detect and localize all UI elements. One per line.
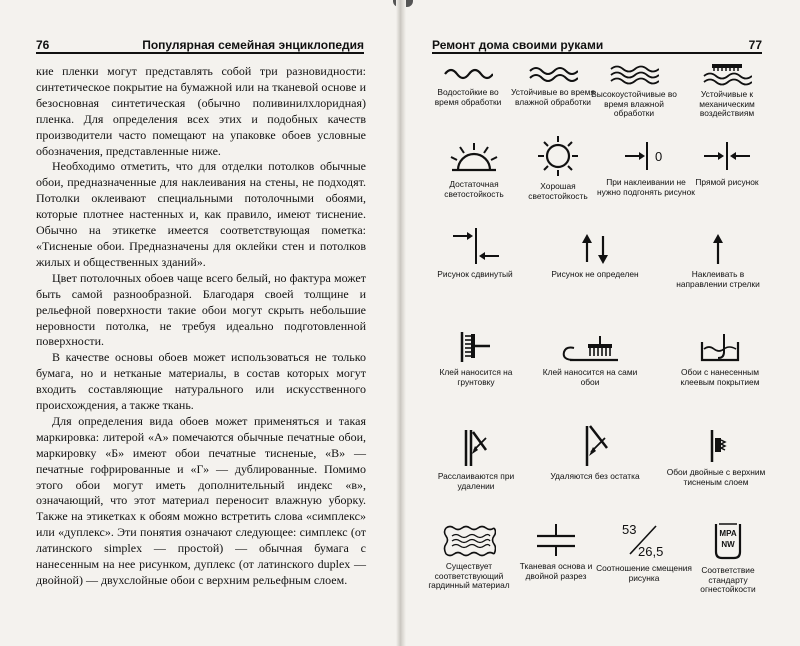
up-arrow-icon <box>703 232 733 266</box>
symbol-caption: Высокоустойчивые во время влажной обработки <box>591 89 677 119</box>
left-page-body <box>36 64 366 589</box>
half-sun-icon <box>448 140 500 176</box>
symbol-caption: Хорошая светостойкость <box>528 181 588 201</box>
up-down-arrows-icon <box>575 232 615 266</box>
symbol-caption: Рисунок не определен <box>551 269 639 279</box>
symbol-fire-standard <box>682 520 774 595</box>
triple-wave-icon <box>609 64 659 86</box>
symbol-caption: Обои с нанесенным клеевым покрытием <box>680 367 760 387</box>
paragraph: Для определения вида обоев может применяться и такая маркировка: литерой «А» помечаются обычные печатные обои, маркировку «Б» имеют обои печатные тисненые, «В» — печатные гофрированные и «Г» — дублированные. Помимо этого обои могут иметь дополнительный индекс «в», означающий, что этот материал переносит влажную уборку. Также на этикетках к обоям можно встретить слова «симплекс» или «дуплекс». Эти понятия означают следующее: симплекс (от латинского simplex — простой) — обычная бумага с нанесенным на нее рисунком, дуплекс (от латинского duplex — двойной) — двухслойные обои с верхним рельефным слоем. <box>36 413 366 587</box>
right-page <box>400 0 800 646</box>
symbol-offset-pattern <box>430 226 520 280</box>
page-number: 76 <box>36 38 50 52</box>
symbol-fabric-base <box>512 522 600 581</box>
symbol-caption: Устойчивые к механическим воздействиям <box>699 89 755 119</box>
symbol-caption: Соответствие стандарту огнестойкости <box>700 565 756 595</box>
symbol-removable <box>550 424 640 482</box>
peel-layer-icon <box>456 428 496 468</box>
symbol-caption: Наклеивать в направлении стрелки <box>676 269 760 289</box>
ratio-top: 53 <box>622 522 637 537</box>
ratio-bottom: 26,5 <box>638 544 664 559</box>
right-page-header <box>432 36 762 54</box>
symbol-highly-wet-resistant <box>586 64 682 119</box>
running-head: Популярная семейная энциклопедия <box>142 38 364 52</box>
symbol-glue-on-wallpaper <box>538 332 642 387</box>
symbol-water-resistant <box>428 64 508 107</box>
symbol-undefined-pattern <box>550 232 640 280</box>
symbol-caption: Обои двойные с верхним тисненым слоем <box>666 467 766 487</box>
duplex-layer-icon <box>696 428 736 464</box>
double-cut-icon <box>531 522 581 558</box>
double-wave-icon <box>528 64 578 84</box>
fire-badge-bottom: NW <box>721 540 735 549</box>
symbol-glue-on-primer <box>434 330 518 387</box>
paragraph: В качестве основы обоев может использоваться не только бумага, но и нетканые материалы, в состав которых могут входить составляющие натурального или искусственного происхождения, а также ткань. <box>36 350 366 413</box>
wave-icon <box>443 64 493 84</box>
paragraph: Необходимо отметить, что для отделки потолков обычные обои, предназначенные для наклеивания на стены, не подходят. Потолки оклеивают специальными потолочными обоями, которые плотнее настенных и, как правило, имеют тиснение. Обычно на этикетке имеется соответствующая пометка: «Тисненые обои. Предназначены для оклейки стен и потолков жилых и общественных зданий». <box>36 159 366 269</box>
symbol-mechanical-resistant <box>684 64 770 119</box>
water-bath-icon <box>698 332 742 364</box>
symbol-caption: Устойчивые во время влажной обработки <box>511 87 595 107</box>
symbol-caption: Достаточная светостойкость <box>444 179 504 199</box>
fabric-scallop-icon <box>442 524 496 558</box>
symbol-caption: Соотношение смещения рисунка <box>596 563 692 583</box>
symbol-sufficient-lightfast <box>430 140 518 199</box>
free-match-icon <box>621 138 671 174</box>
symbol-caption: Расслаиваются при удалении <box>437 471 515 491</box>
symbol-caption: При наклеивании не нужно подгонять рисунок <box>597 177 695 197</box>
straight-match-icon <box>702 138 752 174</box>
symbol-good-lightfast <box>512 134 604 201</box>
symbol-delaminate <box>432 428 520 491</box>
symbol-straight-pattern <box>686 138 768 188</box>
running-head: Ремонт дома своими руками <box>432 38 604 52</box>
symbol-wet-resistant <box>508 64 598 107</box>
symbol-caption: Прямой рисунок <box>695 177 759 187</box>
symbol-curtain-material <box>422 524 516 591</box>
symbol-offset-ratio <box>594 520 694 583</box>
paragraph: Цвет потолочных обоев чаще всего белый, но фактура может быть самой разнообразной. Благодаря своей толщине и рельефной поверхности такие обои могут скрыть небольшие неровности потолка, не требуя идеально подготовленной поверхности. <box>36 270 366 349</box>
wall-brush-icon <box>456 330 496 364</box>
zero-mark: 0 <box>655 149 663 164</box>
symbol-caption: Тканевая основа и двойной разрез <box>519 561 593 581</box>
symbol-duplex-embossed <box>662 428 770 487</box>
paper-brush-icon <box>560 332 620 364</box>
symbol-caption: Удаляются без остатка <box>550 471 640 481</box>
paragraph: кие пленки могут представлять собой три разновидности: синтетическое покрытие на бумажной или на тканевой основе и безосновная синтетическая (обычно поливинилхлоридная) пленка. Для определения всех этих и подобных качеств производители часто помещают на упаковке обоев условные обозначения, представленные ниже. <box>36 64 366 158</box>
fire-standard-badge-icon <box>708 520 748 562</box>
symbol-caption: Водостойкие во время обработки <box>434 87 502 107</box>
peel-off-icon <box>575 424 615 468</box>
fire-badge-top: MPA <box>719 529 737 538</box>
left-page-header <box>36 36 364 54</box>
symbol-caption: Рисунок сдвинутый <box>437 269 513 279</box>
brush-wave-icon <box>702 64 752 86</box>
symbol-caption: Существует соответствующий гардинный материал <box>428 561 510 591</box>
symbol-caption: Клей наносится на грунтовку <box>439 367 513 387</box>
ratio-fraction-icon <box>616 520 672 560</box>
symbol-arrow-direction <box>668 232 768 289</box>
symbol-pre-glued <box>670 332 770 387</box>
page-number: 77 <box>748 38 762 52</box>
sun-icon <box>536 134 580 178</box>
symbol-no-pattern-match <box>596 138 696 197</box>
symbol-caption: Клей наносится на сами обои <box>542 367 638 387</box>
offset-match-icon <box>449 226 501 266</box>
